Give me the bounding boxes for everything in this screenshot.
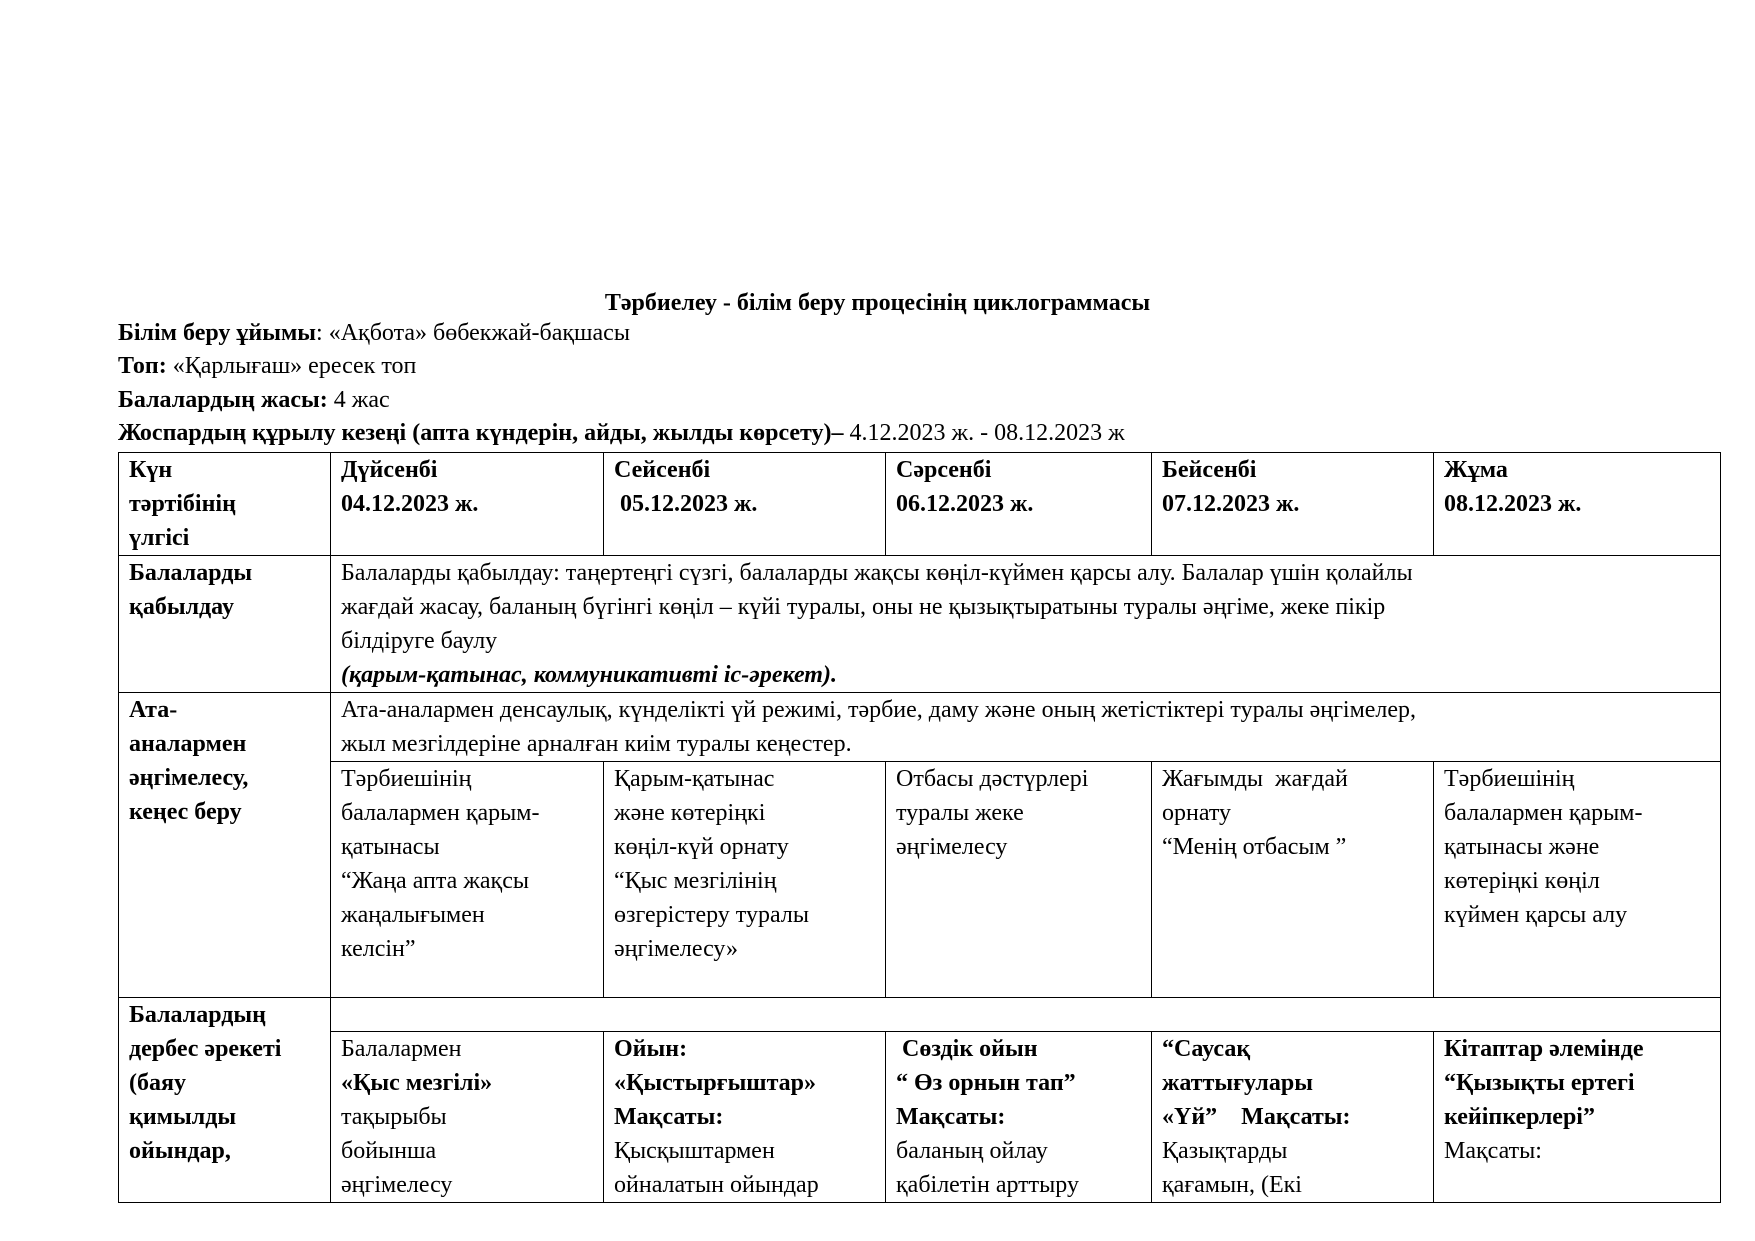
reception-row [119, 556, 1721, 693]
period-value: 4.12.2023 ж. - 08.12.2023 ж [843, 420, 1125, 446]
activity-game: Кітаптар әлемінде [1444, 1036, 1644, 1062]
parents-day-line: көңіл-күй орнату [614, 834, 789, 860]
parents-common-row [119, 693, 1721, 762]
parents-common-line: жыл мезгілдеріне арналған киім туралы кеңестер. [341, 731, 852, 757]
activity-text: Қысқыштармен [614, 1138, 775, 1164]
parents-day-line: туралы жеке [896, 800, 1024, 826]
activity-game: жаттығулары [1162, 1070, 1313, 1096]
parents-day-line: әңгімелесу [896, 834, 1008, 860]
parents-label-line: әңгімелесу, [129, 765, 249, 791]
parents-day-line: қатынасы [341, 834, 440, 860]
reception-label-cell [119, 556, 331, 693]
activity-game: «Қыстырғыштар» [614, 1070, 816, 1096]
activity-goal-label: Мақсаты: [1444, 1138, 1542, 1164]
activity-blank-cell [331, 998, 1721, 1032]
parents-day-wednesday [886, 762, 1152, 998]
day-date: 04.12.2023 ж. [341, 491, 479, 517]
group-value: «Қарлығаш» ересек топ [166, 353, 417, 379]
activity-day-wednesday [886, 1032, 1152, 1203]
activity-text: қабілетін арттыру [896, 1172, 1079, 1198]
parents-day-line: балалармен қарым- [1444, 800, 1643, 826]
parents-day-line: Отбасы дәстүрлері [896, 766, 1089, 792]
activity-day-tuesday [604, 1032, 886, 1203]
activity-game: “ Өз орнын тап” [896, 1070, 1076, 1096]
activity-text: ойналатын ойындар [614, 1172, 819, 1198]
day-date: 06.12.2023 ж. [896, 491, 1034, 517]
activity-label-line: Балалардың [129, 1002, 266, 1028]
parents-day-line: әңгімелесу» [614, 936, 739, 962]
parents-day-line: және көтеріңкі [614, 800, 766, 826]
day-name: Сәрсенбі [896, 457, 992, 483]
period-label: Жоспардың құрылу кезеңі (апта күндерін, айды, жылды көрсету)– [118, 420, 844, 446]
document-title: Тәрбиелеу - білім беру процесінің циклограммасы [604, 290, 1151, 316]
parents-day-line: келсін” [341, 936, 416, 962]
day-header-monday [331, 453, 604, 556]
activity-goal-label: Мақсаты: [896, 1104, 1006, 1130]
parents-day-line: “Қыс мезгілінің [614, 868, 777, 894]
parents-day-line: жаңалығымен [341, 902, 485, 928]
schedule-header-cell [119, 453, 331, 556]
activity-label-line: қимылды [129, 1104, 237, 1130]
parents-label-line: Ата- [129, 697, 178, 723]
day-name: Жұма [1444, 457, 1508, 483]
cyclogram-table [118, 452, 1721, 1203]
activity-text: Балалармен [341, 1036, 462, 1062]
parents-day-line: балалармен қарым- [341, 800, 540, 826]
parents-day-line: Тәрбиешінің [341, 766, 472, 792]
day-date: 08.12.2023 ж. [1444, 491, 1582, 517]
reception-text-line: білдіруге баулу [341, 628, 498, 654]
activity-game: Сөздік ойын [896, 1036, 1038, 1062]
activity-game: кейіпкерлері” [1444, 1104, 1595, 1130]
day-header-tuesday [604, 453, 886, 556]
activity-game: “Қызықты ертегі [1444, 1070, 1635, 1096]
parents-day-line: Қарым-қатынас [614, 766, 775, 792]
day-name: Сейсенбі [614, 457, 711, 483]
day-name: Дүйсенбі [341, 457, 438, 483]
activity-label-line: ойындар, [129, 1138, 231, 1164]
parents-label-line: кеңес беру [129, 799, 242, 825]
activity-text: Қазықтарды [1162, 1138, 1288, 1164]
group-line [118, 351, 416, 381]
activity-text: бойынша [341, 1138, 437, 1164]
activity-goal-label: Мақсаты: [614, 1104, 724, 1130]
parents-day-friday [1434, 762, 1721, 998]
parents-day-line: қатынасы және [1444, 834, 1600, 860]
activity-day-monday [331, 1032, 604, 1203]
parents-day-line: Жағымды жағдай [1162, 766, 1348, 792]
activity-game: «Үй” [1162, 1104, 1218, 1130]
parents-day-thursday [1152, 762, 1434, 998]
reception-text-cell [331, 556, 1721, 693]
activity-game: “Саусақ [1162, 1036, 1251, 1062]
parents-day-line: өзгерістеру туралы [614, 902, 809, 928]
activity-text: әңгімелесу [341, 1172, 453, 1198]
parents-day-monday [331, 762, 604, 998]
age-line [118, 385, 390, 415]
reception-text-line: Балаларды қабылдау: таңертеңгі сүзгі, балаларды жақсы көңіл-күймен қарсы алу. Балалар үшін қолайлы [341, 560, 1413, 586]
activity-day-friday [1434, 1032, 1721, 1203]
schedule-label-line: Күн [129, 457, 173, 483]
day-header-thursday [1152, 453, 1434, 556]
activity-game-label: Ойын: [614, 1036, 688, 1062]
header-row [119, 453, 1721, 556]
activity-text: тақырыбы [341, 1104, 447, 1130]
activity-topic: «Қыс мезгілі» [341, 1070, 493, 1096]
parents-label-line: аналармен [129, 731, 247, 757]
activity-label-line: (баяу [129, 1070, 186, 1096]
activity-day-thursday [1152, 1032, 1434, 1203]
organization-label: Білім беру ұйымы [118, 320, 317, 346]
organization-line [118, 318, 630, 348]
reception-label-line: Балаларды [129, 560, 253, 586]
period-line [118, 418, 1125, 448]
activity-label-cell [119, 998, 331, 1203]
day-date: 05.12.2023 ж. [614, 491, 758, 517]
day-header-wednesday [886, 453, 1152, 556]
parents-day-line: Тәрбиешінің [1444, 766, 1575, 792]
schedule-label-line: тәртібінің [129, 491, 236, 517]
parents-day-line: “Менің отбасым ” [1162, 834, 1347, 860]
activity-label-line: дербес әрекеті [129, 1036, 282, 1062]
parents-days-row [119, 762, 1721, 998]
activity-blank-row [119, 998, 1721, 1032]
activity-goal-label: Мақсаты: [1241, 1104, 1351, 1130]
parents-day-tuesday [604, 762, 886, 998]
parents-label-cell [119, 693, 331, 998]
activity-days-row [119, 1032, 1721, 1203]
age-label: Балалардың жасы: [118, 387, 328, 413]
organization-value: : «Ақбота» бөбекжай-бақшасы [316, 320, 630, 346]
parents-day-line: “Жаңа апта жақсы [341, 868, 529, 894]
day-date: 07.12.2023 ж. [1162, 491, 1300, 517]
activity-text: баланың ойлау [896, 1138, 1048, 1164]
age-value: 4 жас [327, 387, 390, 413]
reception-note: (қарым-қатынас, коммуникативті іс-әрекет). [341, 662, 837, 688]
schedule-label-line: үлгісі [129, 525, 190, 551]
day-name: Бейсенбі [1162, 457, 1257, 483]
day-header-friday [1434, 453, 1721, 556]
reception-label-line: қабылдау [129, 594, 234, 620]
group-label: Топ: [118, 353, 167, 379]
parents-common-cell [331, 693, 1721, 762]
activity-game-goal-line [1162, 1100, 1423, 1134]
parents-day-line: күймен қарсы алу [1444, 902, 1628, 928]
reception-text-line: жағдай жасау, баланың бүгінгі көңіл – күйі туралы, оны не қызықтыратыны туралы әңгіме, жеке пікір [341, 594, 1386, 620]
parents-day-line: орнату [1162, 800, 1232, 826]
parents-day-line: көтеріңкі көңіл [1444, 868, 1600, 894]
activity-text: қағамын, (Екі [1162, 1172, 1302, 1198]
parents-common-line: Ата-аналармен денсаулық, күнделікті үй режимі, тәрбие, даму және оның жетістіктері туралы әңгімелер, [341, 697, 1417, 723]
